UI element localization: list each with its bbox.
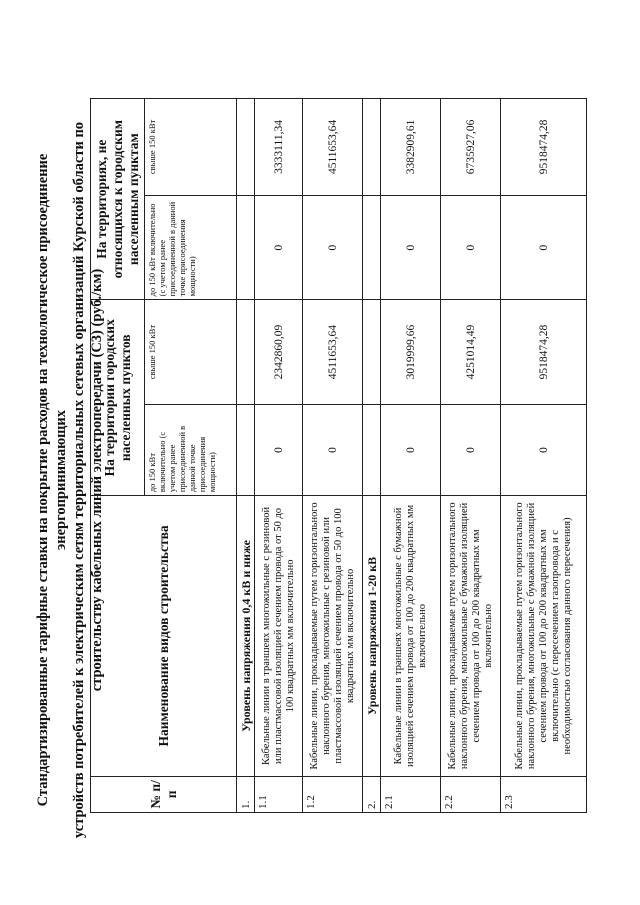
cell-urban-upto150: 0 xyxy=(303,404,363,495)
header-name: Наименование видов строительства xyxy=(91,496,237,777)
section-num: 1. xyxy=(237,776,255,812)
cell-rural-over150: 3382909,61 xyxy=(381,99,441,196)
tariff-table xyxy=(90,98,587,813)
table-row xyxy=(255,99,303,813)
cell-rural-upto150: 0 xyxy=(303,195,363,300)
row-description: Кабельные линии, прокладываемые путем горизонтального наклонного бурения, многожильные с резиновой или пластмассовой изоляцией сечением провода от 50 до 100 квадратных мм включительно xyxy=(303,496,363,777)
table-row xyxy=(303,99,363,813)
cell-urban-upto150: 0 xyxy=(381,404,441,495)
row-num: 2.1 xyxy=(381,776,441,812)
cell-urban-over150: 4251014,49 xyxy=(441,300,501,405)
header-rural-upto150: до 150 кВт включительно (с учетом ранее присоединенной в данной точке присоединения мощности) xyxy=(145,195,237,300)
section-row xyxy=(237,99,255,813)
section-row xyxy=(363,99,381,813)
row-description: Кабельные линии, прокладываемые путем горизонтального наклонного бурения, многожильные с бумажной изоляцией сечением провода от 100 до 200 квадратных мм включительно (с пересечением газопровода и с необходимостью согласования данного пересечения) xyxy=(501,496,587,777)
title-line-1: Стандартизированные тарифные ставки на покрытие расходов на технологическое присоединение энергопринимающих xyxy=(35,153,69,807)
title-line-3: строительству кабельных линий электропередачи (С3) (руб./км) xyxy=(89,268,105,692)
section-num: 2. xyxy=(363,776,381,812)
row-num: 2.2 xyxy=(441,776,501,812)
cell-urban-upto150: 0 xyxy=(501,404,587,495)
cell-rural-upto150: 0 xyxy=(441,195,501,300)
cell-rural-upto150: 0 xyxy=(255,195,303,300)
header-rural: На территориях, не относящихся к городским населенным пунктам xyxy=(91,99,145,300)
row-num: 1.1 xyxy=(255,776,303,812)
cell-urban-upto150: 0 xyxy=(441,404,501,495)
header-num: № п/п xyxy=(91,776,237,812)
cell-urban-upto150: 0 xyxy=(255,404,303,495)
table-row xyxy=(501,99,587,813)
row-description: Кабельные линии в траншеях многожильные с резиновой или пластмассовой изоляцией сечением провода от 50 до 100 квадратных мм включительно xyxy=(255,496,303,777)
table-row xyxy=(441,99,501,813)
header-urban: На территории городских населенных пунктов xyxy=(91,300,145,496)
row-description: Кабельные линии, прокладываемые путем горизонтального наклонного бурения, многожильные с бумажной изоляцией сечением провода от 100 до 200 квадратных мм включительно xyxy=(441,496,501,777)
cell-rural-over150: 4511653,64 xyxy=(303,99,363,196)
cell-urban-over150: 4511653,64 xyxy=(303,300,363,405)
cell-rural-over150: 9518474,28 xyxy=(501,99,587,196)
cell-urban-over150: 2342860,09 xyxy=(255,300,303,405)
cell-urban-over150: 9518474,28 xyxy=(501,300,587,405)
title-line-2: устройств потребителей к электрическим сетям территориальных сетевых организаций Курской области по xyxy=(71,121,87,839)
row-description: Кабельные линии в траншеях многожильные с бумажной изоляцией сечением провода от 100 до 200 квадратных мм включительно xyxy=(381,496,441,777)
row-num: 1.2 xyxy=(303,776,363,812)
cell-rural-over150: 3333111,34 xyxy=(255,99,303,196)
header-urban-upto150: до 150 кВт включительно (с учетом ранее присоединенной в данной точке присоединения мощности) xyxy=(145,404,237,495)
row-num: 2.3 xyxy=(501,776,587,812)
section-title: Уровень напряжения 1-20 кВ xyxy=(363,496,381,777)
cell-rural-over150: 6735927,06 xyxy=(441,99,501,196)
section-title: Уровень напряжения 0,4 кВ и ниже xyxy=(237,496,255,777)
cell-urban-over150: 3019999,66 xyxy=(381,300,441,405)
table-row xyxy=(381,99,441,813)
cell-rural-upto150: 0 xyxy=(381,195,441,300)
cell-rural-upto150: 0 xyxy=(501,195,587,300)
header-urban-over150: свыше 150 кВт xyxy=(145,300,237,405)
header-rural-over150: свыше 150 кВт xyxy=(145,99,237,196)
